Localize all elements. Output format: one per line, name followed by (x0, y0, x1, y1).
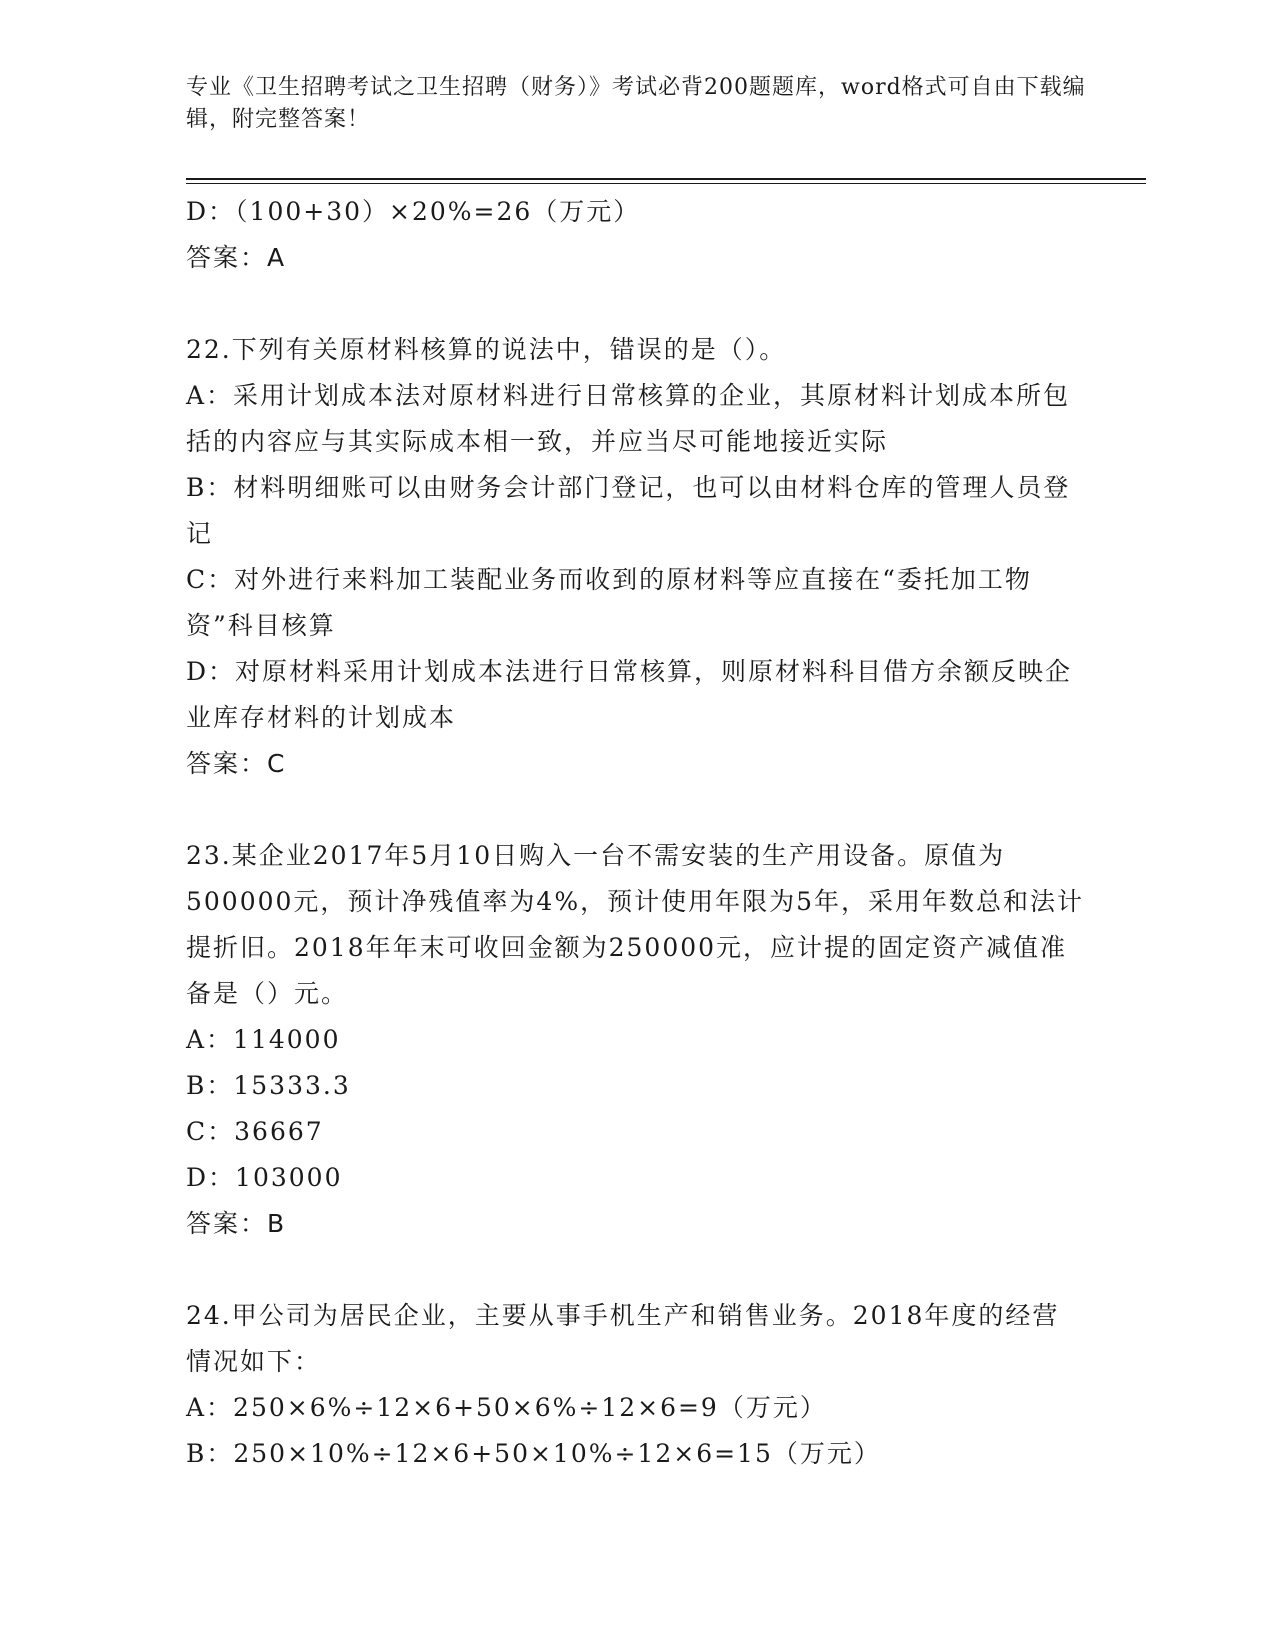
question-24-option-a: A：250×6%÷12×6+50×6%÷12×6=9（万元） (186, 1393, 827, 1422)
question-22-option-c: C：对外进行来料加工装配业务而收到的原材料等应直接在“委托加工物资”科目核算 (186, 565, 1032, 640)
question-24-stem: 24.甲公司为居民企业，主要从事手机生产和销售业务。2018年度的经营情况如下： (186, 1301, 1060, 1376)
question-22-option-a: A：采用计划成本法对原材料进行日常核算的企业，其原材料计划成本所包括的内容应与其实际成本相一致，并应当尽可能地接近实际 (186, 381, 1071, 456)
document-header: 专业《卫生招聘考试之卫生招聘（财务）》考试必背200题题库，word格式可自由下载编辑，附完整答案！ (186, 75, 1086, 132)
question-23-stem: 23.某企业2017年5月10日购入一台不需安装的生产用设备。原值为500000元，预计净残值率为4%，预计使用年限为5年，采用年数总和法计提折旧。2018年年末可收回金额为250000元，应计提的固定资产减值准备是（）元。 (186, 841, 1085, 1008)
question-23-option-b: B：15333.3 (186, 1071, 351, 1100)
question-23-option-d: D：103000 (186, 1163, 343, 1192)
header-divider-thick (186, 178, 1146, 180)
prev-answer: 答案：A (186, 243, 287, 272)
question-22-answer: 答案：C (186, 749, 287, 778)
question-23-option-a: A：114000 (186, 1025, 341, 1054)
question-22-stem: 22.下列有关原材料核算的说法中，错误的是（）。 (186, 335, 787, 364)
question-22-option-d: D：对原材料采用计划成本法进行日常核算，则原材料科目借方余额反映企业库存材料的计划成本 (186, 657, 1073, 732)
header-divider-thin (186, 183, 1146, 184)
question-23-option-c: C：36667 (186, 1117, 324, 1146)
document-body (186, 189, 1086, 1477)
question-22-option-b: B：材料明细账可以由财务会计部门登记，也可以由材料仓库的管理人员登记 (186, 473, 1071, 548)
question-24-option-b: B：250×10%÷12×6+50×10%÷12×6=15（万元） (186, 1439, 881, 1468)
question-23-answer: 答案：B (186, 1209, 287, 1238)
prev-option-d: D：（100+30）×20%=26（万元） (186, 197, 641, 226)
